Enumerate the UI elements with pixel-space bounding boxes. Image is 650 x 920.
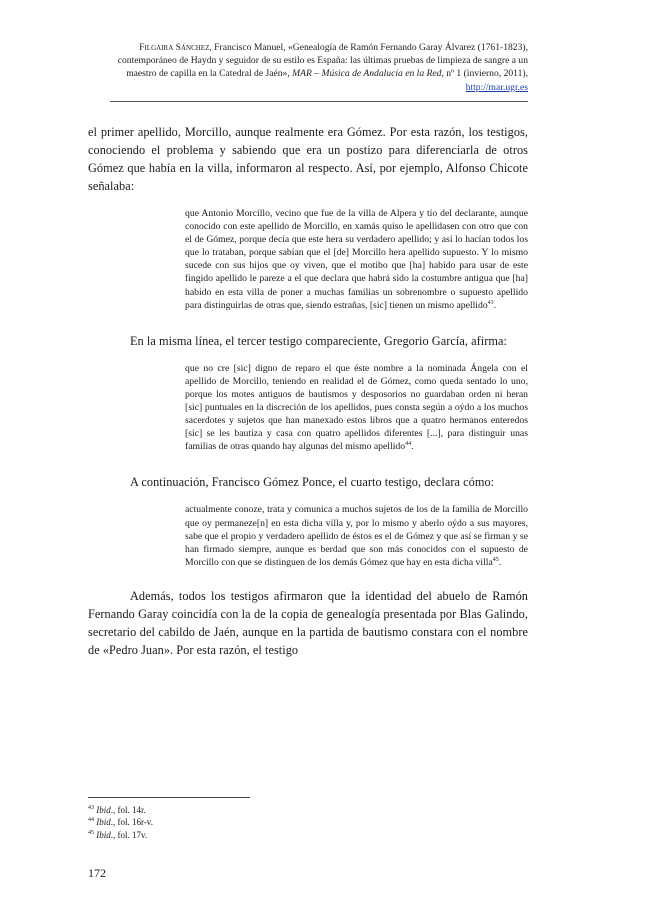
footnote-ibid: Ibid xyxy=(96,805,111,815)
footnote-ref-44[interactable]: 44 xyxy=(405,441,412,448)
footnote-divider xyxy=(88,797,250,798)
main-text xyxy=(88,123,528,659)
paragraph-2: En la misma línea, el tercer testigo compareciente, Gregorio García, afirma: xyxy=(130,333,507,348)
block-quote-2: que no cre [sic] digno de reparo el que éste nombre a la nominada Ángela con el apellido de Morcillo, teniendo en realidad el de Gómez, como queda sentado lo uno, porque los motes antiguos de bautismos y desposorios no guardaban orden ni heran [sic] puntuales en la discreción de los apellidos, pues consta según a oýdo a los muchos sacerdotes y sujetos que han manexado estos libros que a quatro hermanos enteredos [sic] se les bautiza y casa con quatro apellidos diferentes [...], para distinguir unas familias de otras quando hay algunas del mismo apellido$^{44}$. xyxy=(185,362,528,453)
header-author: Filgaira Sánchez xyxy=(139,42,210,53)
running-header xyxy=(108,41,528,94)
footnote-number: 43 xyxy=(88,805,94,811)
footnote-43 xyxy=(88,804,153,816)
paragraph-1: el primer apellido, Morcillo, aunque realmente era Gómez. Por esta razón, los testigos, conociendo el problema y sabiendo que era un postizo para diferenciarla de otros Gómez que había en la villa, informaron al respecto. Así, por ejemplo, Alfonso Chicote señalaba: xyxy=(88,125,528,193)
block-quote-1: que Antonio Morcillo, vecino que fue de la villa de Alpera y tío del declarante, aunque conocido con este apellido de Morcillo, en xamás quiso le apellidasen con otro que con el de Gómez, porque decía que este hera su verdadero apellido; y así lo hacían todos los que lo trataban, porque sabían que el [de] Morcillo hera apellido supuesto. Y lo mismo sucede con sus hijos que oy viven, que el motibo que [ha] habido para usar de este fingido apellido le pareze a el que declara que habrá sido la costumbre antigua que [ha] habido en esta villa de poner a muchas familias un sobrenombre o supuesto apellido para distinguirlas de otras que, siendo estrañas, [sic] tienen un mismo apellido$^{43}$. xyxy=(185,208,528,311)
footnote-44 xyxy=(88,816,153,828)
footnotes xyxy=(88,804,153,841)
paragraph-4: Además, todos los testigos afirmaron que la identidad del abuelo de Ramón Fernando Garay coincidía con la de la copia de genealogía presentada por Blas Galindo, secretario del cabildo de Jaén, aunque en la partida de bautismo constara con el nombre de «Pedro Juan». Por esta razón, el testigo xyxy=(88,588,528,657)
quote-2-text: que no cre [sic] digno de reparo el que éste nombre a la nominada Ángela con el apellido de Morcillo, teniendo en realidad el de Gómez, como queda sentado lo uno, porque los motes antiguos de bautismos y desposorios no guardaban orden ni heran [sic] puntuales en la discreción de los apellidos, pues consta según a oýdo a los muchos sacerdotes y sujetos que han manexado estos libros que a quatro hermanos enteredos [sic] se les bautiza y casa con quatro apellidos diferentes [...], para distinguir unas familias de otras quando hay algunas del mismo apellido xyxy=(185,362,528,453)
page-number: 172 xyxy=(88,866,106,880)
footnote-text: ., fol. 17v. xyxy=(110,829,148,840)
footnote-45 xyxy=(88,829,153,841)
quote-3-text: actualmente conoze, trata y comunica a muchos sujetos de los de la familia de Morcillo que oy permaneze[n] en esta dicha villa y, por lo mismo y aberlo oýdo a sus mayores, sabe que el propio y verdadero apellido de éstos es el de Gómez y que así se firman y se han firmado siempre, aunque es berdad que son más conocidos con el supuesto de Morcillo con que se distinguen de los demás Gómez que hay en esta dicha villa xyxy=(185,504,528,568)
header-divider xyxy=(110,101,528,102)
paragraph-3: A continuación, Francisco Gómez Ponce, el cuarto testigo, declara cómo: xyxy=(130,475,495,490)
header-url-link[interactable]: http://mar.ugr.es xyxy=(465,81,528,93)
block-quote-3: actualmente conoze, trata y comunica a muchos sujetos de los de la familia de Morcillo que oy permaneze[n] en esta dicha villa y, por lo mismo y aberlo oýdo a sus mayores, sabe que el propio y verdadero apellido de éstos es el de Gómez y que así se firman y se han firmado siempre, aunque es berdad que son más conocidos con el supuesto de Morcillo con que se distinguen de los demás Gómez que hay en esta dicha villa$^{45}$. xyxy=(185,504,528,568)
header-citation: , Francisco Manuel, «Genealogía de Ramón Fernando Garay Álvarez (1761-1823), contemporáneo de Haydn y seguidor de su estilo es España: las últimas pruebas de limpieza de sangre a un maestro de capilla en la Catedral de Jaén», xyxy=(117,42,528,80)
quote-1-text: que Antonio Morcillo, vecino que fue de la villa de Alpera y tío del declarante, aunque conocido con este apellido de Morcillo, en xamás quiso le apellidasen con otro que con el de Gómez, porque decía que este hera su verdadero apellido; y así lo hacían todos los que lo trataban, porque sabían que el [de] Morcillo hera apellido supuesto. Y lo mismo sucede con sus hijos que oy viven, que el motibo que [ha] habido para usar de este fingido apellido le pareze a el que declara que habrá sido la costumbre antigua que [ha] habido en esta villa de poner a muchas familias un sobrenombre o supuesto apellido para distinguirlas de otras que, siendo estrañas, [sic] tienen un mismo apellido xyxy=(185,208,528,311)
footnote-number: 45 xyxy=(88,829,94,836)
footnote-ibid: Ibid xyxy=(96,817,111,828)
header-issue: , nº 1 (invierno, 2011), xyxy=(441,68,528,80)
footnote-text: ., fol. 14r. xyxy=(110,805,146,815)
footnote-ref-45[interactable]: 45 xyxy=(492,556,499,563)
footnote-number: 44 xyxy=(88,817,94,824)
footnote-ibid: Ibid xyxy=(96,829,111,840)
footnote-ref-43[interactable]: 43 xyxy=(487,299,494,306)
footnote-text: ., fol. 16r-v. xyxy=(110,817,153,828)
header-journal: MAR – Música de Andalucía en la Red xyxy=(292,68,442,80)
